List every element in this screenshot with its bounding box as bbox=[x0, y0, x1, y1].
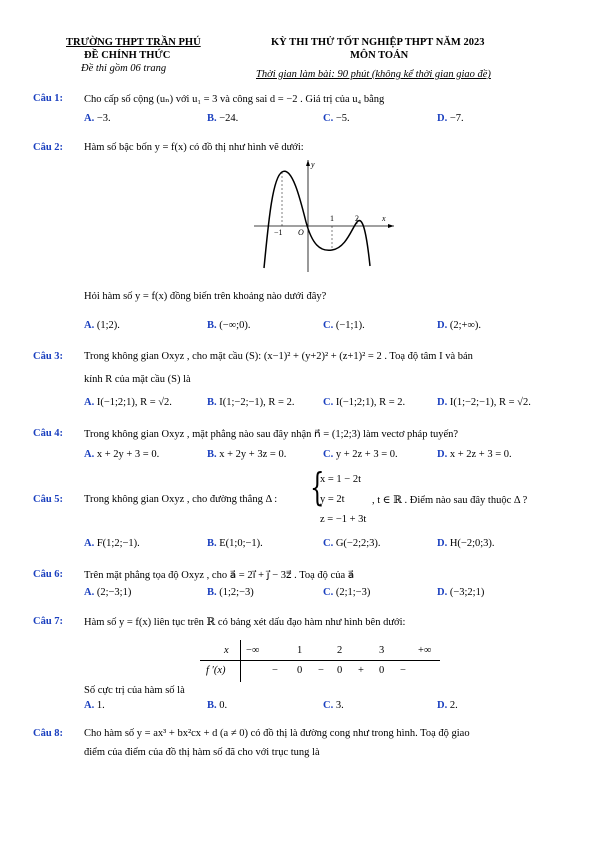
table-cell: 0 bbox=[337, 665, 343, 676]
option-c[interactable]: C. (−1;1). bbox=[323, 320, 365, 331]
x-axis-label: x bbox=[382, 214, 386, 223]
option-c[interactable]: C. I(−1;2;1), R = 2. bbox=[323, 397, 406, 408]
question-label: Câu 2: bbox=[33, 142, 64, 153]
table-cell: − bbox=[400, 665, 406, 676]
table-cell: 2 bbox=[337, 645, 343, 656]
question-label: Câu 1: bbox=[33, 93, 64, 104]
exam-title: KỲ THI THỬ TỐT NGHIỆP THPT NĂM 2023 bbox=[271, 37, 485, 48]
system-line-1: x = 1 − 2t bbox=[320, 474, 362, 485]
question-text: Hàm số bậc bốn y = f(x) có đồ thị như hình vẽ dưới: bbox=[84, 142, 304, 153]
option-b[interactable]: B. x + 2y + 3z = 0. bbox=[207, 449, 287, 460]
question-text: Trên mặt phẳng tọa độ Oxyz , cho a⃗ = 2i⃗ + j⃗ − 3z⃗ . Toạ độ của a⃗ bbox=[84, 570, 355, 581]
time-note: Thời gian làm bài: 90 phút (không kể thời gian giao đề) bbox=[256, 69, 491, 80]
tick-label-minus1: −1 bbox=[274, 228, 283, 237]
question-text: Trong không gian Oxyz , cho mặt cầu (S): (x−1)² + (y+2)² + (z+1)² = 2 . Toạ độ tâm I và bán bbox=[84, 351, 473, 362]
question-text-continued: kính R của mặt cầu (S) là bbox=[84, 374, 191, 385]
function-graph bbox=[254, 158, 396, 274]
question-text: Cho hàm số y = ax³ + bx²cx + d (a ≠ 0) có đồ thị là đường cong như trong hình. Toạ độ giao bbox=[84, 728, 470, 739]
table-cell: +∞ bbox=[418, 645, 432, 656]
table-cell: 3 bbox=[379, 645, 385, 656]
option-a[interactable]: A. (2;−3;1) bbox=[84, 587, 132, 598]
official-label: ĐỀ CHÍNH THỨC bbox=[84, 50, 171, 61]
question-text: Trong không gian Oxyz , mặt phẳng nào sau đây nhận n⃗ = (1;2;3) làm vectơ pháp tuyến? bbox=[84, 429, 459, 440]
question-text-continued: điểm của điểm của đồ thị hàm số đã cho với trục tung là bbox=[84, 747, 320, 758]
question-text: Hỏi hàm số y = f(x) đồng biến trên khoảng nào dưới đây? bbox=[84, 291, 327, 302]
tick-label-1: 1 bbox=[330, 214, 334, 223]
system-line-3: z = −1 + 3t bbox=[320, 514, 367, 525]
tick-label-2: 2 bbox=[355, 214, 359, 223]
option-c[interactable]: C. 3. bbox=[323, 700, 344, 711]
system-brace: { bbox=[310, 465, 325, 509]
question-text: Cho cấp số cộng (uₙ) với u₁ = 3 và công sai d = −2 . Giá trị của u₄ bằng bbox=[84, 94, 385, 105]
option-d[interactable]: D. 2. bbox=[437, 700, 458, 711]
y-axis-label: y bbox=[311, 160, 315, 169]
option-d[interactable]: D. x + 2z + 3 = 0. bbox=[437, 449, 512, 460]
table-cell: − bbox=[318, 665, 324, 676]
origin-label: O bbox=[298, 228, 304, 237]
option-a[interactable]: A. (1;2). bbox=[84, 320, 120, 331]
system-line-2: y = 2t bbox=[320, 494, 345, 505]
table-cell: + bbox=[358, 665, 364, 676]
question-label: Câu 6: bbox=[33, 569, 64, 580]
question-label: Câu 3: bbox=[33, 351, 64, 362]
option-d[interactable]: D. (−3;2;1) bbox=[437, 587, 485, 598]
table-header-fprime: f ′(x) bbox=[206, 665, 226, 676]
option-c[interactable]: C. (2;1;−3) bbox=[323, 587, 371, 598]
option-b[interactable]: B. 0. bbox=[207, 700, 228, 711]
table-cell: −∞ bbox=[246, 645, 260, 656]
question-label: Câu 4: bbox=[33, 428, 64, 439]
option-c[interactable]: C. y + 2z + 3 = 0. bbox=[323, 449, 398, 460]
question-text: Trong không gian Oxyz , cho đường thẳng Δ : bbox=[84, 494, 278, 505]
sign-table bbox=[200, 640, 440, 682]
option-a[interactable]: A. I(−1;2;1), R = √2. bbox=[84, 397, 172, 408]
table-cell: 1 bbox=[297, 645, 303, 656]
question-label: Câu 8: bbox=[33, 728, 64, 739]
option-a[interactable]: A. −3. bbox=[84, 113, 111, 124]
option-b[interactable]: B. (−∞;0). bbox=[207, 320, 251, 331]
option-d[interactable]: D. (2;+∞). bbox=[437, 320, 482, 331]
option-b[interactable]: B. E(1;0;−1). bbox=[207, 538, 263, 549]
school-name: TRƯỜNG THPT TRẦN PHÚ bbox=[66, 37, 201, 48]
subject-title: MÔN TOÁN bbox=[350, 50, 409, 61]
option-d[interactable]: D. −7. bbox=[437, 113, 464, 124]
option-c[interactable]: C. G(−2;2;3). bbox=[323, 538, 381, 549]
option-c[interactable]: C. −5. bbox=[323, 113, 350, 124]
table-cell: 0 bbox=[297, 665, 303, 676]
table-header-x: x bbox=[224, 645, 229, 656]
option-a[interactable]: A. x + 2y + 3 = 0. bbox=[84, 449, 160, 460]
table-cell: 0 bbox=[379, 665, 385, 676]
question-text: Số cực trị của hàm số là bbox=[84, 685, 185, 696]
option-a[interactable]: A. 1. bbox=[84, 700, 105, 711]
option-b[interactable]: B. I(1;−2;−1), R = 2. bbox=[207, 397, 295, 408]
question-label: Câu 5: bbox=[33, 494, 64, 505]
page-count: Đề thi gồm 06 trang bbox=[81, 63, 167, 74]
option-b[interactable]: B. (1;2;−3) bbox=[207, 587, 254, 598]
question-label: Câu 7: bbox=[33, 616, 64, 627]
question-text-continued: , t ∈ ℝ . Điểm nào sau đây thuộc Δ ? bbox=[372, 495, 528, 506]
question-text: Hàm số y = f(x) liên tục trên ℝ có bảng xét dấu đạo hàm như hình bên dưới: bbox=[84, 617, 406, 628]
option-d[interactable]: D. I(1;−2;−1), R = √2. bbox=[437, 397, 531, 408]
option-d[interactable]: D. H(−2;0;3). bbox=[437, 538, 495, 549]
option-b[interactable]: B. −24. bbox=[207, 113, 239, 124]
table-cell: − bbox=[272, 665, 278, 676]
option-a[interactable]: A. F(1;2;−1). bbox=[84, 538, 140, 549]
